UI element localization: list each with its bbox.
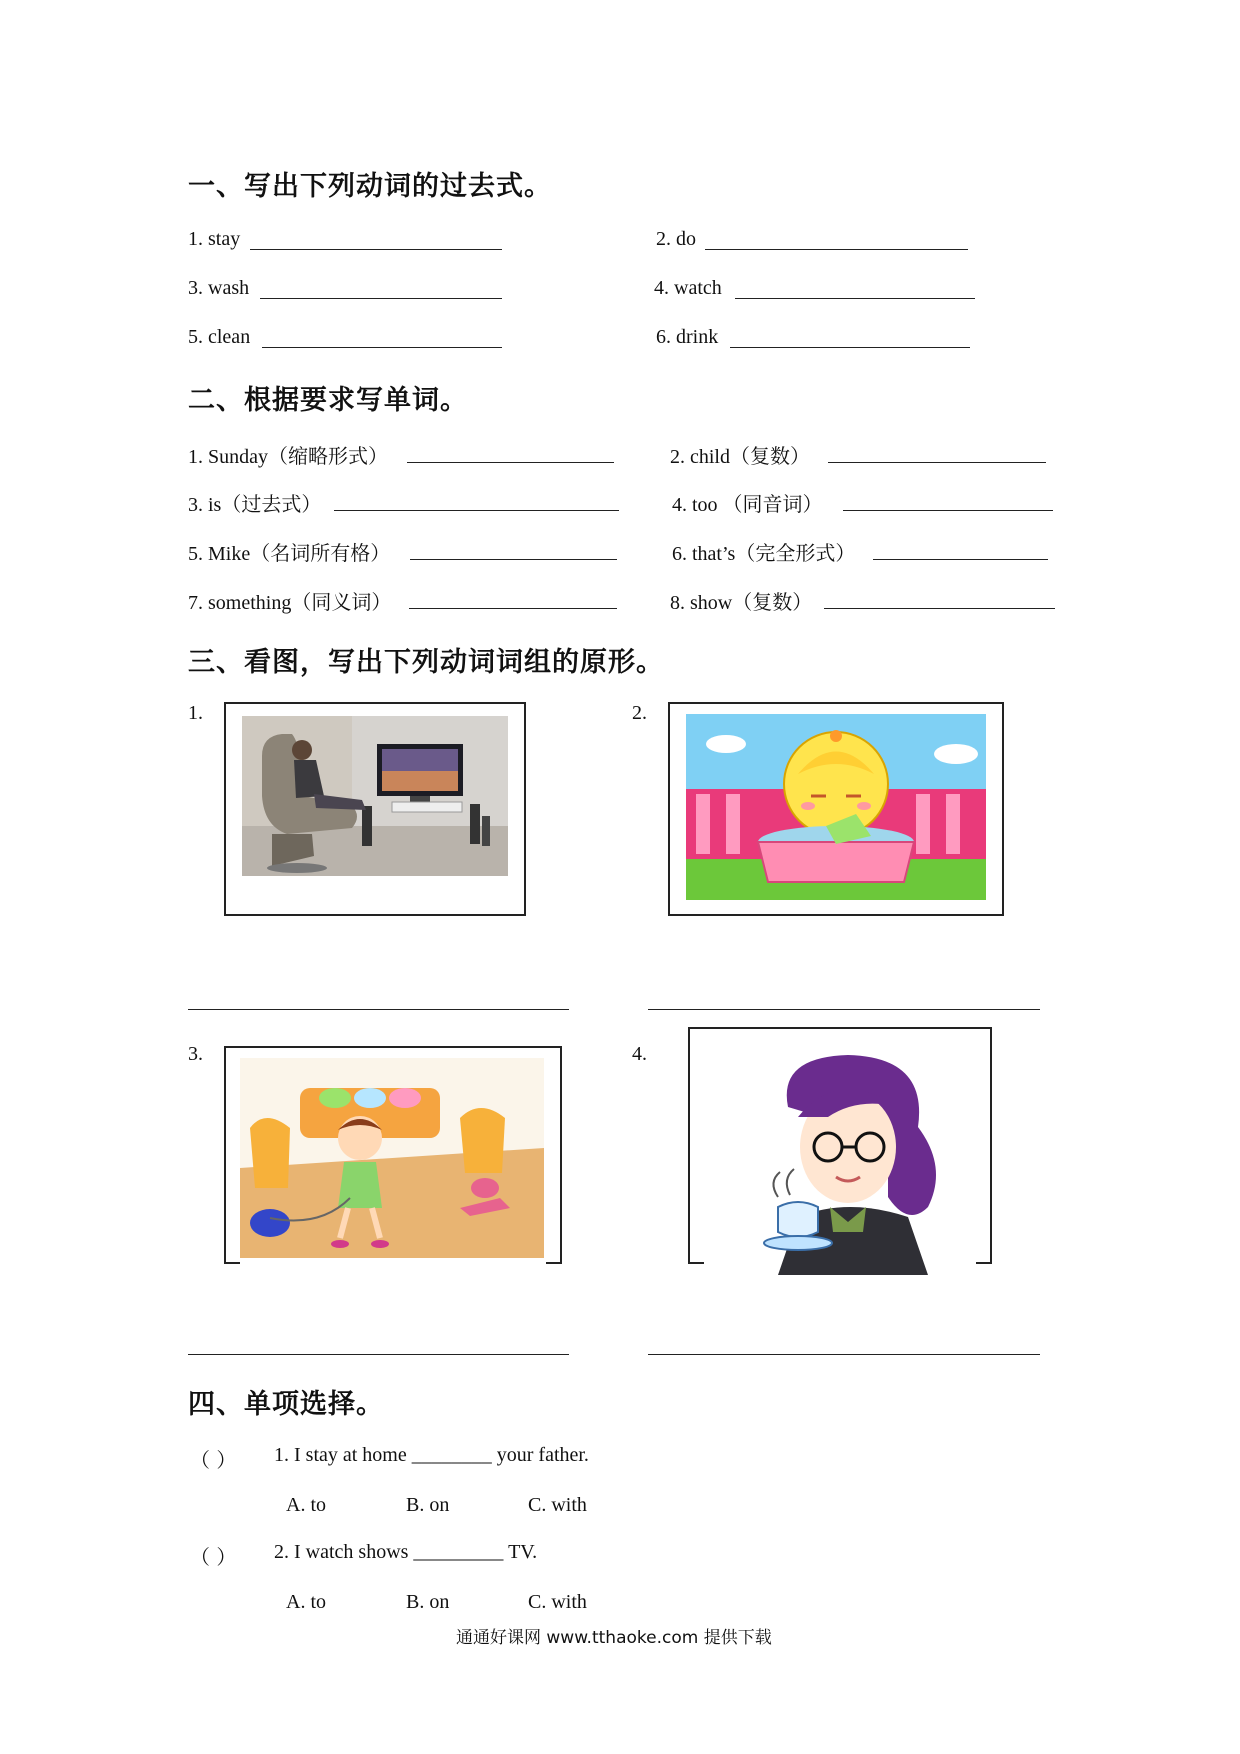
p2-blank-3[interactable] [334,510,619,511]
p1-item-3: 3. wash [188,277,250,299]
p2-item-8: 8. show（复数） [670,592,813,614]
section-3-title: 三、看图，写出下列动词词组的原形。 [188,647,664,678]
q1-option-b[interactable]: B. on [406,1494,450,1516]
picture-frame-1 [224,702,526,916]
q1-answer-paren[interactable]: （ ） [190,1448,237,1472]
p1-blank-2[interactable] [705,249,968,250]
clean-room-picture [240,1058,544,1258]
q2-answer-paren[interactable]: （ ） [190,1545,237,1569]
p1-blank-6[interactable] [730,347,970,348]
p2-blank-5[interactable] [410,559,617,560]
p1-blank-5[interactable] [262,347,502,348]
p2-blank-1[interactable] [407,462,614,463]
section-1-title: 一、写出下列动词的过去式。 [188,171,552,202]
p1-item-5: 5. clean [188,326,251,348]
q2-option-c[interactable]: C. with [528,1591,587,1613]
p2-item-2: 2. child（复数） [670,446,810,468]
p2-blank-2[interactable] [828,462,1046,463]
p3-answer-line-3[interactable] [188,1354,569,1355]
picture-frame-3 [224,1046,562,1264]
p2-item-3: 3. is（过去式） [188,494,322,516]
pic-number-2: 2. [632,702,647,724]
section-2-title: 二、根据要求写单词。 [188,385,468,416]
p1-blank-1[interactable] [250,249,502,250]
page-footer: 通通好课网 www.tthaoke.com 提供下载 [456,1628,772,1648]
p1-item-2: 2. do [656,228,696,250]
p3-answer-line-1[interactable] [188,1009,569,1010]
p1-item-4: 4. watch [654,277,722,299]
p1-blank-3[interactable] [260,298,502,299]
p2-item-4: 4. too （同音词） [672,494,823,516]
q1-text: 1. I stay at home ________ your father. [274,1444,589,1466]
p2-blank-4[interactable] [843,510,1053,511]
p2-blank-7[interactable] [409,608,617,609]
q1-option-a[interactable]: A. to [286,1494,326,1516]
pic-number-4: 4. [632,1043,647,1065]
pic-number-1: 1. [188,702,203,724]
p2-blank-6[interactable] [873,559,1048,560]
p2-blank-8[interactable] [824,608,1055,609]
p1-blank-4[interactable] [735,298,975,299]
p2-item-6: 6. that’s（完全形式） [672,543,856,565]
p2-item-1: 1. Sunday（缩略形式） [188,446,388,468]
drink-tea-picture [718,1047,968,1275]
p2-item-7: 7. something（同义词） [188,592,392,614]
pic-number-3: 3. [188,1043,203,1065]
q1-option-c[interactable]: C. with [528,1494,587,1516]
p1-item-1: 1. stay [188,228,241,250]
p1-item-6: 6. drink [656,326,719,348]
picture-frame-2 [668,702,1004,916]
q2-option-b[interactable]: B. on [406,1591,450,1613]
p3-answer-line-2[interactable] [648,1009,1040,1010]
q2-option-a[interactable]: A. to [286,1591,326,1613]
watch-tv-picture [242,716,508,876]
section-4-title: 四、单项选择。 [188,1389,384,1420]
picture-frame-4 [688,1027,992,1264]
p3-answer-line-4[interactable] [648,1354,1040,1355]
p2-item-5: 5. Mike（名词所有格） [188,543,391,565]
wash-clothes-picture [686,714,986,900]
q2-text: 2. I watch shows _________ TV. [274,1541,538,1563]
